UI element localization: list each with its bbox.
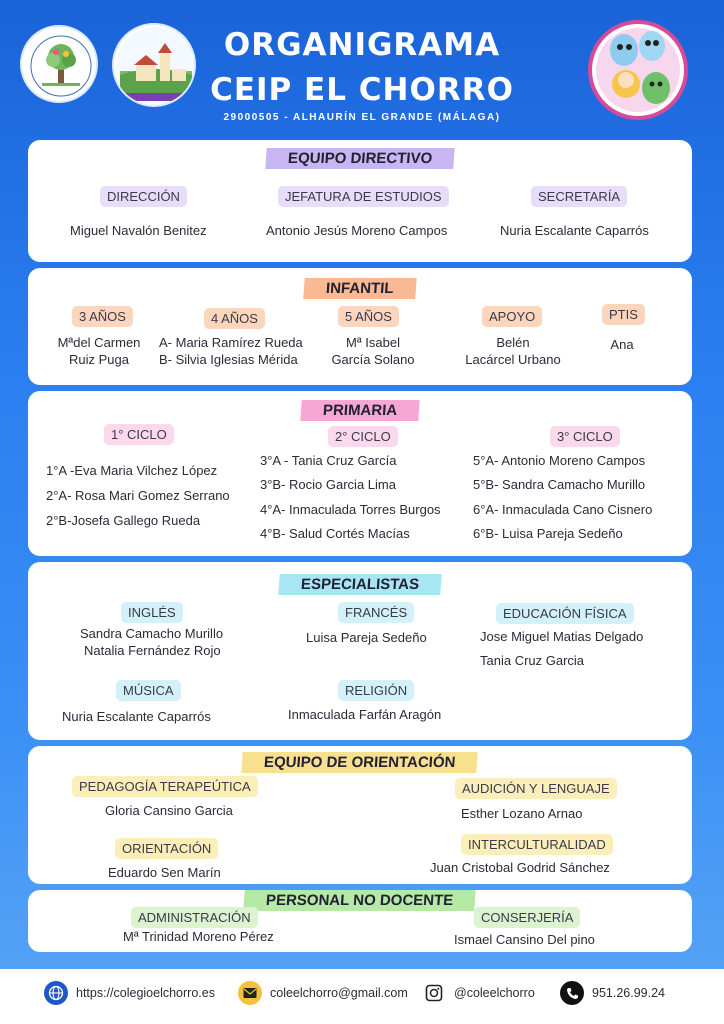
name-frances: Luisa Pareja Sedeño bbox=[306, 630, 427, 645]
footer-email-text: coleelchorro@gmail.com bbox=[270, 986, 408, 1000]
footer bbox=[0, 969, 724, 1024]
footer-phone[interactable] bbox=[560, 981, 665, 1005]
tag-1-ciclo: 1° CICLO bbox=[104, 424, 174, 445]
tag-4-anos: 4 AÑOS bbox=[204, 308, 265, 329]
tag-musica: MÚSICA bbox=[116, 680, 181, 701]
card-personal-no-docente bbox=[28, 890, 692, 952]
name-5-anos-line1: Mª Isabel bbox=[346, 335, 400, 350]
card-especialistas bbox=[28, 562, 692, 740]
name-3-anos-line2: Ruiz Puga bbox=[69, 352, 129, 367]
section-title-no-docente: PERSONAL NO DOCENTE bbox=[244, 890, 477, 911]
primaria-2-ciclo-item: 3°A - Tania Cruz García bbox=[260, 453, 397, 468]
tag-5-anos: 5 AÑOS bbox=[338, 306, 399, 327]
name-ingles-2: Natalia Fernández Rojo bbox=[84, 643, 221, 658]
tag-orientacion: ORIENTACIÓN bbox=[115, 838, 218, 859]
footer-social[interactable] bbox=[422, 981, 535, 1005]
primaria-3-ciclo-item: 5°A- Antonio Moreno Campos bbox=[473, 453, 646, 468]
primaria-2-ciclo-item: 4°B- Salud Cortés Macías bbox=[260, 526, 410, 541]
card-equipo-directivo bbox=[28, 140, 692, 262]
name-ef-1: Jose Miguel Matias Delgado bbox=[480, 629, 644, 644]
name-religion: Inmaculada Farfán Aragón bbox=[288, 707, 442, 722]
card-equipo-orientacion bbox=[28, 746, 692, 884]
mascot-illustration bbox=[584, 14, 692, 122]
section-title-especialistas: ESPECIALISTAS bbox=[278, 574, 442, 595]
page-title-line2: CEIP EL CHORRO bbox=[210, 72, 514, 108]
tag-frances: FRANCÉS bbox=[338, 602, 414, 623]
globe-icon bbox=[44, 981, 68, 1005]
card-primaria bbox=[28, 391, 692, 556]
tag-pedagogia-terapeutica: PEDAGOGÍA TERAPEÚTICA bbox=[72, 776, 258, 797]
phone-icon bbox=[560, 981, 584, 1005]
name-ef-2: Tania Cruz Garcia bbox=[480, 653, 585, 668]
tag-ptis: PTIS bbox=[602, 304, 645, 325]
tag-ingles: INGLÉS bbox=[121, 602, 183, 623]
primaria-1-ciclo-item: 2°B-Josefa Gallego Rueda bbox=[46, 513, 201, 528]
name-jefatura: Antonio Jesús Moreno Campos bbox=[266, 223, 448, 238]
footer-website[interactable] bbox=[44, 981, 215, 1005]
footer-email[interactable] bbox=[238, 981, 408, 1005]
social-icon bbox=[422, 981, 446, 1005]
name-conserjeria: Ismael Cansino Del pino bbox=[454, 932, 595, 947]
tag-3-anos: 3 AÑOS bbox=[72, 306, 133, 327]
section-title-orientacion: EQUIPO DE ORIENTACIÓN bbox=[242, 752, 479, 773]
footer-social-text: @coleelchorro bbox=[454, 986, 535, 1000]
name-4-anos-a: A- Maria Ramírez Rueda bbox=[159, 335, 303, 350]
tag-interculturalidad: INTERCULTURALIDAD bbox=[461, 834, 613, 855]
primaria-1-ciclo-item: 2°A- Rosa Mari Gomez Serrano bbox=[46, 488, 230, 503]
name-interculturalidad: Juan Cristobal Godrid Sánchez bbox=[430, 860, 610, 875]
tag-direccion: DIRECCIÓN bbox=[100, 186, 187, 207]
section-title-directivo: EQUIPO DIRECTIVO bbox=[265, 148, 455, 169]
tag-2-ciclo: 2° CICLO bbox=[328, 426, 398, 447]
name-secretaria: Nuria Escalante Caparrós bbox=[500, 223, 649, 238]
name-musica: Nuria Escalante Caparrós bbox=[62, 709, 211, 724]
name-apoyo-line2: Lacárcel Urbano bbox=[465, 352, 561, 367]
name-administracion: Mª Trinidad Moreno Pérez bbox=[123, 929, 274, 944]
primaria-3-ciclo-item: 5°B- Sandra Camacho Murillo bbox=[473, 477, 646, 492]
name-direccion: Miguel Navalón Benitez bbox=[70, 223, 207, 238]
tag-administracion: ADMINISTRACIÓN bbox=[131, 907, 258, 928]
name-pedagogia-terapeutica: Gloria Cansino Garcia bbox=[105, 803, 233, 818]
primaria-2-ciclo-item: 3°B- Rocio Garcia Lima bbox=[260, 477, 396, 492]
school-code-location: 29000505 - ALHAURÍN EL GRANDE (MÁLAGA) bbox=[223, 112, 501, 123]
card-infantil bbox=[28, 268, 692, 385]
name-audicion-lenguaje: Esther Lozano Arnao bbox=[461, 806, 583, 821]
name-4-anos-b: B- Silvia Iglesias Mérida bbox=[159, 352, 298, 367]
footer-website-text: https://colegioelchorro.es bbox=[76, 986, 215, 1000]
tag-audicion-lenguaje: AUDICIÓN Y LENGUAJE bbox=[455, 778, 617, 799]
tag-jefatura: JEFATURA DE ESTUDIOS bbox=[278, 186, 449, 207]
section-title-infantil: INFANTIL bbox=[304, 278, 417, 299]
tag-religion: RELIGIÓN bbox=[338, 680, 414, 701]
primaria-3-ciclo-item: 6°A- Inmaculada Cano Cisnero bbox=[473, 502, 653, 517]
primaria-2-ciclo-item: 4°A- Inmaculada Torres Burgos bbox=[260, 502, 441, 517]
section-title-primaria: PRIMARIA bbox=[300, 400, 420, 421]
primaria-3-ciclo-item: 6°B- Luisa Pareja Sedeño bbox=[473, 526, 623, 541]
tag-conserjeria: CONSERJERÍA bbox=[474, 907, 580, 928]
tag-apoyo: APOYO bbox=[482, 306, 542, 327]
name-ptis: Ana bbox=[610, 337, 634, 352]
name-3-anos-line1: Mªdel Carmen bbox=[57, 335, 141, 350]
tag-3-ciclo: 3° CICLO bbox=[550, 426, 620, 447]
name-5-anos-line2: García Solano bbox=[331, 352, 415, 367]
page-title-line1: ORGANIGRAMA bbox=[223, 27, 501, 63]
name-apoyo-line1: Belén bbox=[496, 335, 530, 350]
name-orientacion: Eduardo Sen Marín bbox=[108, 865, 221, 880]
primaria-1-ciclo-item: 1°A -Eva Maria Vilchez López bbox=[46, 463, 218, 478]
tag-educacion-fisica: EDUCACIÓN FÍSICA bbox=[496, 603, 634, 624]
mail-icon bbox=[238, 981, 262, 1005]
tag-secretaria: SECRETARÍA bbox=[531, 186, 627, 207]
name-ingles-1: Sandra Camacho Murillo bbox=[80, 626, 224, 641]
footer-phone-text: 951.26.99.24 bbox=[592, 986, 665, 1000]
